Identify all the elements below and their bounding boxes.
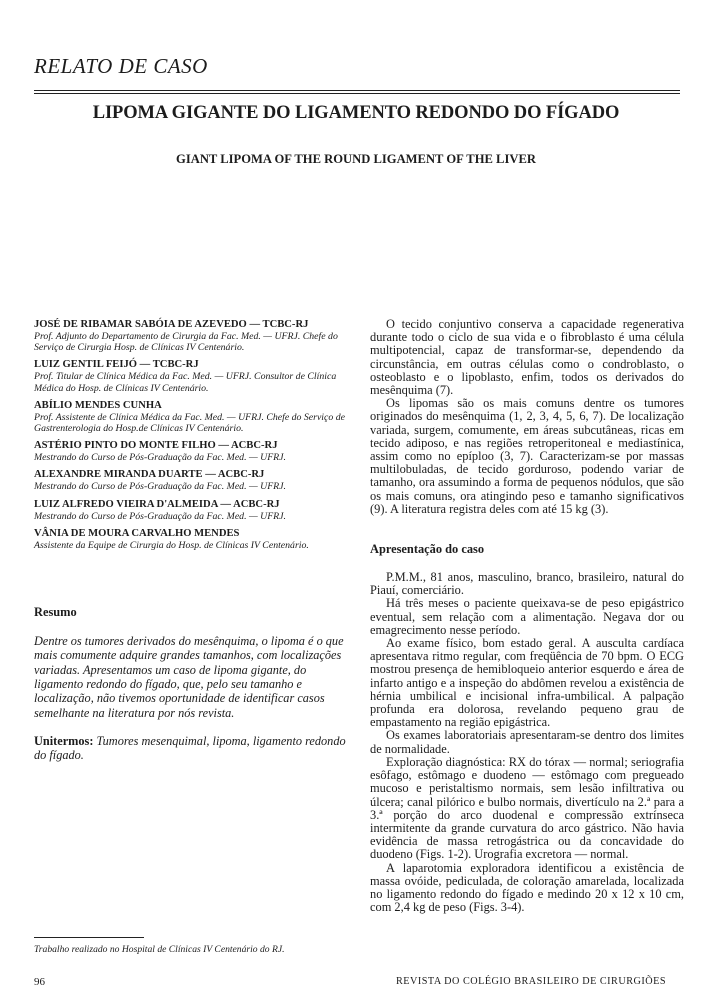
author-name: VÂNIA DE MOURA CARVALHO MENDES: [34, 527, 240, 539]
case-paragraph: Exploração diagnóstica: RX do tórax — normal; seriografia esôfago, estômago e duodeno — estômago com pregueado mucoso e peristaltismo normais, sem lesão infiltrativa ou úlcera; canal pilórico e bulbo normais, divertículo na 2.ª para a 3.ª porção do arco duodenal e compressão extrínseca intermitente da grande curvatura do arco gástrico. Não havia evidência de massa retrogástrica ou da concavidade do duodeno (Figs. 1-2). Urografia excretora — normal.: [370, 754, 684, 862]
case-paragraph: A laparotomia exploradora identificou a existência de massa ovóide, pediculada, de coloração amarelada, localizada no ligamento redondo do fígado e medindo 20 x 12 x 10 cm, com 2,4 kg de peso (Figs. 3-4).: [370, 860, 684, 915]
author-name: ASTÉRIO PINTO DO MONTE FILHO — ACBC-RJ: [34, 440, 278, 452]
article-subtitle: GIANT LIPOMA OF THE ROUND LIGAMENT OF THE LIVER: [176, 152, 536, 166]
page-number: 96: [34, 976, 45, 988]
header-rule-bottom: [34, 93, 680, 94]
intro-paragraph: O tecido conjuntivo conserva a capacidade regenerativa durante todo o ciclo de sua vida e o fibroblasto é uma célula multipotencial, capaz de transformar-se, dependendo da circunstância, em outras células como o condroblasto, o osteoblasto e o lipoblasto, enfim, todos os derivados do mesênquima (7).: [370, 317, 684, 398]
case-paragraph: Há três meses o paciente queixava-se de peso epigástrico eventual, sem relação com a alimentação. Negava dor ou emagrecimento nesse período.: [370, 596, 684, 637]
footnote-rule: [34, 937, 144, 938]
author-entry: [34, 498, 352, 522]
journal-name: REVISTA DO COLÉGIO BRASILEIRO DE CIRURGIÕES: [396, 976, 666, 987]
author-entry: [34, 439, 352, 463]
keywords-label: Unitermos:: [34, 733, 94, 748]
author-affiliation: Assistente da Equipe de Cirurgia do Hosp. de Clínicas IV Centenário.: [34, 539, 309, 551]
header-rule-top: [34, 90, 680, 91]
author-entry: [34, 468, 352, 492]
abstract-text: Dentre os tumores derivados do mesênquima, o lipoma é o que mais comumente adquire grandes tamanhos, com localizações variadas. Apresentamos um caso de lipoma gigante, do ligamento redondo do fígado, que, pelo seu tamanho e localização, não tivemos oportunidade de identificar casos semelhante na literatura por nós revista.: [34, 634, 344, 720]
author-entry: [34, 399, 352, 434]
right-column: [370, 318, 684, 914]
author-name: JOSÉ DE RIBAMAR SABÓIA DE AZEVEDO — TCBC-RJ: [34, 319, 309, 330]
author-name: ABÍLIO MENDES CUNHA: [34, 399, 162, 411]
author-name: LUIZ GENTIL FEIJÓ — TCBC-RJ: [34, 359, 199, 371]
author-name: ALEXANDRE MIRANDA DUARTE — ACBC-RJ: [34, 469, 265, 481]
author-affiliation: Prof. Titular de Clínica Médica da Fac. Med. — UFRJ. Consultor de Clínica Médica do Hosp. de Clínicas IV Centenário.: [34, 371, 337, 394]
author-entry: [34, 527, 352, 551]
author-entry: [34, 358, 352, 393]
author-entry: [34, 318, 352, 353]
author-name: LUIZ ALFREDO VIEIRA D'ALMEIDA — ACBC-RJ: [34, 498, 280, 510]
author-affiliation: Prof. Assistente de Clínica Médica da Fac. Med. — UFRJ. Chefe do Serviço de Gastrenterologia do Hosp.de Clínicas IV Centenário.: [34, 411, 345, 435]
left-column: [34, 318, 352, 762]
case-paragraph: Ao exame físico, bom estado geral. A ausculta cardíaca apresentava ritmo regular, com freqüência de 70 bpm. O ECG mostrou presença de hemibloqueio anterior esquerdo e área de infarto antigo e a inspeção do abdômen revelou a existência de hérnia umbilical e incisional infra-umbilical. A palpação profunda era dolorosa, revelando pequeno grau de empastamento na região epigástrica.: [370, 636, 684, 730]
case-paragraph: Os exames laboratoriais apresentaram-se dentro dos limites de normalidade.: [370, 728, 684, 756]
keywords: [34, 734, 352, 763]
footnote: Trabalho realizado no Hospital de Clínicas IV Centenário do RJ.: [34, 944, 285, 955]
abstract-heading: Resumo: [34, 605, 77, 620]
case-paragraph: P.M.M., 81 anos, masculino, branco, brasileiro, natural do Piauí, comerciário.: [370, 570, 684, 598]
section-label: RELATO DE CASO: [34, 54, 208, 78]
intro-paragraph: Os lipomas são os mais comuns dentre os tumores originados do mesênquima (1, 2, 3, 4, 5, 6, 7). De localização variada, surgem, comumente, em áreas subcutâneas, ricas em tecido adiposo, e nas regiões retroperitoneal e mediastínica, assim como no epíploo (3, 7). Caracterizam-se por massas multilobuladas, de tecido gorduroso, podendo variar de tamanho, ora assumindo a forma de pequenos nódulos, que são os mais comuns, ora atingindo peso e tamanho significativos (9). A literatura registra deles com até 15 kg (3).: [370, 396, 684, 516]
article-title: LIPOMA GIGANTE DO LIGAMENTO REDONDO DO FÍGADO: [92, 103, 620, 123]
keywords-text: Tumores mesenquimal, lipoma, ligamento redondo do fígado.: [34, 733, 346, 763]
author-affiliation: Mestrando do Curso de Pós-Graduação da Fac. Med. — UFRJ.: [34, 481, 286, 493]
case-heading: Apresentação do caso: [370, 542, 485, 557]
author-affiliation: Mestrando do Curso de Pós-Graduação da Fac. Med. — UFRJ.: [34, 452, 286, 464]
author-affiliation: Mestrando do Curso de Pós-Graduação da Fac. Med. — UFRJ.: [34, 510, 286, 522]
author-affiliation: Prof. Adjunto do Departamento de Cirurgia da Fac. Med. — UFRJ. Chefe do Serviço de Cirurgia Hosp. de Clínicas IV Centenário.: [34, 331, 338, 354]
